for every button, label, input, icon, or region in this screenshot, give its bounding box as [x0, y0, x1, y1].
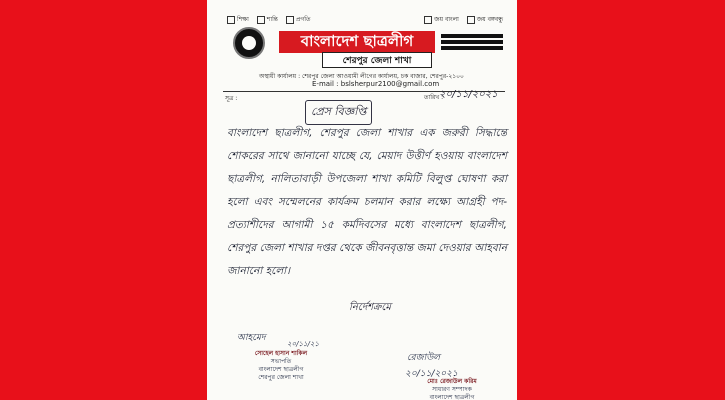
org-name: বাংলাদেশ ছাত্রলীগ — [279, 31, 435, 53]
org-logo-icon — [233, 27, 265, 59]
secretary-org: বাংলাদেশ ছাত্রলীগ — [429, 394, 475, 400]
checkbox-education: শিক্ষা — [227, 16, 249, 23]
checkbox-group-right — [424, 14, 509, 25]
office-address: অস্থায়ী কার্যালয় : শেরপুর জেলা আওয়ামী লীগের কার্যালয়, চক বাজার, শেরপুর-২১০০ — [259, 73, 464, 80]
president-unit: শেরপুর জেলা শাখা — [258, 374, 304, 381]
checkbox-joy-bangla: জয় বাংলা — [424, 16, 459, 23]
signature-president: আহমেদ — [237, 333, 266, 343]
president-name: সোহেল হাসান শাকিল — [254, 350, 308, 357]
letter-title: প্রেস বিজ্ঞপ্তি — [305, 100, 372, 125]
president-org: বাংলাদেশ ছাত্রলীগ — [258, 366, 304, 373]
checkbox-progress: প্রগতি — [286, 16, 311, 23]
signature-secretary: রেজাউল — [407, 353, 440, 363]
president-position: সভাপতি — [270, 358, 292, 365]
checkbox-joy-bangabandhu: জয় বঙ্গবন্ধু — [467, 16, 503, 23]
checkbox-row — [227, 14, 509, 26]
reference-label: সূত্র : — [225, 95, 238, 102]
secretary-position: সাধারণ সম্পাদক — [432, 386, 472, 393]
signature-date-secretary: ২০/১১/২০২১ — [405, 369, 458, 379]
closing-text: নির্দেশক্রমে — [349, 302, 391, 313]
checkbox-peace: শান্তি — [257, 16, 278, 23]
letter-date: ২০/১১/২০২১ — [439, 89, 498, 100]
decorative-stripes — [441, 34, 503, 52]
date-label: তারিখ : — [424, 94, 444, 101]
letter-body: বাংলাদেশ ছাত্রলীগ, শেরপুর জেলা শাখার এক জরুরী সিদ্ধান্তে শোকরের সাথে জানানো যাচ্ছে যে, মেয়াদ উত্তীর্ণ হওয়ায় বাংলাদেশ ছাত্রলীগ, নালিতাবাড়ী উপজেলা শাখা কমিটি বিলুপ্ত ঘোষণা করা হলো এবং সম্মেলনের কার্যক্রম চলমান করার লক্ষ্যে আগ্রহী পদ-প্রত্যাশীদের আগামী ১৫ কর্মদিবসের মধ্যে বাংলাদেশ ছাত্রলীগ, শেরপুর জেলা শাখার দপ্তর থেকে জীবনবৃত্তান্ত জমা দেওয়ার আহবান জানানো হলো। — [227, 127, 507, 277]
branch-name: শেরপুর জেলা শাখা — [322, 52, 432, 68]
stamp-secretary — [397, 378, 507, 400]
secretary-name: মোঃ রেজাউল করিম — [427, 378, 477, 385]
letter-page — [207, 0, 517, 400]
stamp-president — [231, 350, 331, 382]
signature-date-president: ২০/১১/২১ — [287, 340, 319, 348]
org-email: E-mail : bslsherpur2100@gmail.com — [312, 80, 440, 88]
checkbox-group-left — [227, 14, 317, 25]
